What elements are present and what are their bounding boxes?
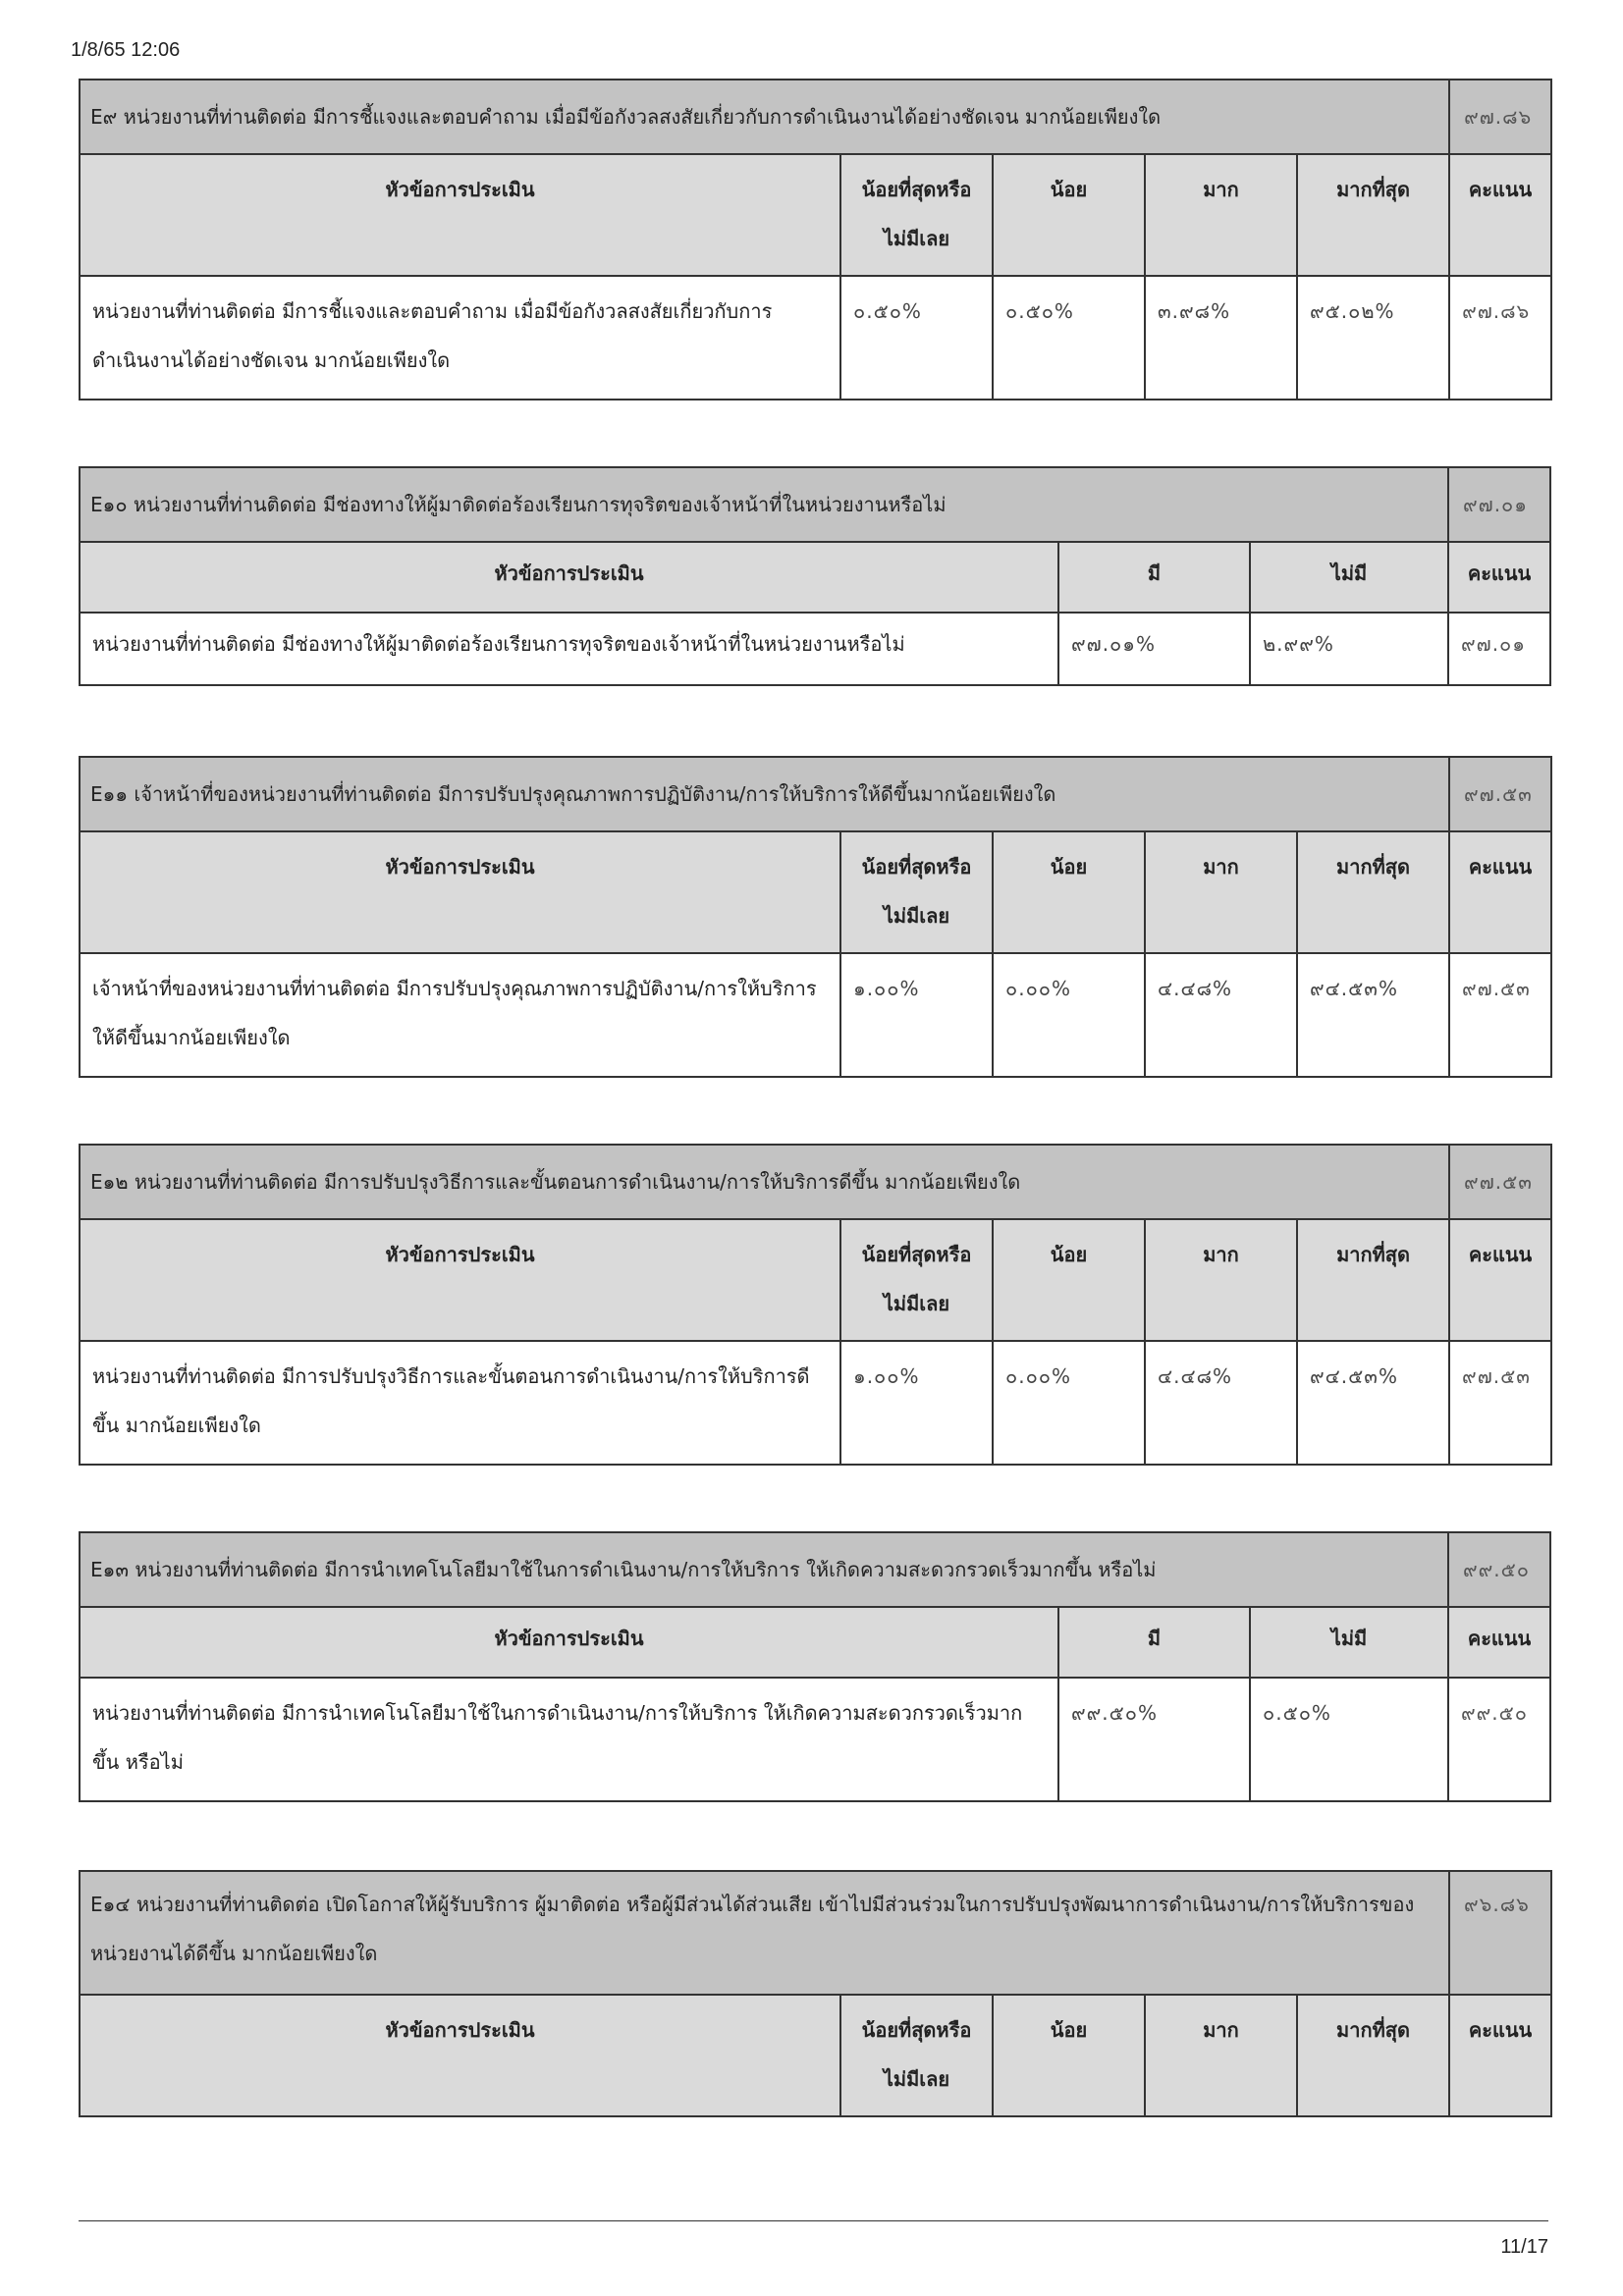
header-option-little: น้อย [993,1219,1145,1341]
evaluation-table-e12 [79,1144,1552,1466]
header-score: คะแนน [1449,1995,1551,2116]
section-title: E๑๐ หน่วยงานที่ท่านติดต่อ มีช่องทางให้ผู้มาติดต่อร้องเรียนการทุจริตของเจ้าหน้าที่ในหน่วยงานหรือไม่ [80,467,1448,542]
section-title-row [80,1145,1551,1219]
row-score: ๙๙.๕๐ [1448,1678,1550,1801]
section-score: ๙๗.๕๓ [1449,1145,1551,1219]
value-much: ๔.๔๘% [1145,1341,1297,1465]
header-option-least: น้อยที่สุดหรือไม่มีเลย [840,831,993,953]
value-much: ๓.๙๘% [1145,276,1297,400]
header-option-much: มาก [1145,1995,1297,2116]
row-score: ๙๗.๕๓ [1449,1341,1551,1465]
header-option-no: ไม่มี [1250,1607,1448,1678]
value-least: ๑.๐๐% [840,1341,993,1465]
section-score: ๙๗.๐๑ [1448,467,1550,542]
header-topic: หัวข้อการประเมิน [80,542,1058,613]
section-score: ๙๙.๕๐ [1448,1532,1550,1607]
column-header-row [80,1219,1551,1341]
section-title-row [80,80,1551,154]
header-option-yes: มี [1058,542,1250,613]
value-yes: ๙๗.๐๑% [1058,613,1250,685]
column-header-row [80,154,1551,276]
column-header-row [80,1607,1550,1678]
section-title: E๙ หน่วยงานที่ท่านติดต่อ มีการชี้แจงและตอบคำถาม เมื่อมีข้อกังวลสงสัยเกี่ยวกับการดำเนินงานได้อย่างชัดเจน มากน้อยเพียงใด [80,80,1449,154]
section-score: ๙๗.๕๓ [1449,757,1551,831]
row-score: ๙๗.๐๑ [1448,613,1550,685]
section-title-row [80,1871,1551,1995]
header-option-yes: มี [1058,1607,1250,1678]
header-topic: หัวข้อการประเมิน [80,831,840,953]
section-title: E๑๓ หน่วยงานที่ท่านติดต่อ มีการนำเทคโนโลยีมาใช้ในการดำเนินงาน/การให้บริการ ให้เกิดความสะดวกรวดเร็วมากขึ้น หรือไม่ [80,1532,1448,1607]
value-most: ๙๔.๕๓% [1297,953,1449,1077]
value-little: ๐.๕๐% [993,276,1145,400]
header-score: คะแนน [1448,542,1550,613]
evaluation-table-e10 [79,466,1551,686]
evaluation-table-e14 [79,1870,1552,2117]
header-topic: หัวข้อการประเมิน [80,1607,1058,1678]
value-no: ๐.๕๐% [1250,1678,1448,1801]
value-least: ๐.๕๐% [840,276,993,400]
header-score: คะแนน [1449,831,1551,953]
evaluation-table-e13 [79,1531,1551,1802]
table-row [80,613,1550,685]
header-option-least: น้อยที่สุดหรือไม่มีเลย [840,154,993,276]
question-text: หน่วยงานที่ท่านติดต่อ มีการนำเทคโนโลยีมาใช้ในการดำเนินงาน/การให้บริการ ให้เกิดความสะดวกรวดเร็วมากขึ้น หรือไม่ [80,1678,1058,1801]
header-option-most: มากที่สุด [1297,831,1449,953]
header-score: คะแนน [1449,154,1551,276]
column-header-row [80,542,1550,613]
header-option-much: มาก [1145,831,1297,953]
column-header-row [80,1995,1551,2116]
header-score: คะแนน [1448,1607,1550,1678]
question-text: หน่วยงานที่ท่านติดต่อ มีการชี้แจงและตอบคำถาม เมื่อมีข้อกังวลสงสัยเกี่ยวกับการดำเนินงานได้อย่างชัดเจน มากน้อยเพียงใด [80,276,840,400]
value-much: ๔.๔๘% [1145,953,1297,1077]
section-title-row [80,1532,1550,1607]
evaluation-table-e11 [79,756,1552,1078]
section-score: ๙๖.๘๖ [1449,1871,1551,1995]
section-title-row [80,757,1551,831]
value-little: ๐.๐๐% [993,953,1145,1077]
section-score: ๙๗.๘๖ [1449,80,1551,154]
header-option-little: น้อย [993,831,1145,953]
header-option-most: มากที่สุด [1297,154,1449,276]
value-yes: ๙๙.๕๐% [1058,1678,1250,1801]
table-row [80,953,1551,1077]
header-option-little: น้อย [993,154,1145,276]
header-topic: หัวข้อการประเมิน [80,1995,840,2116]
question-text: หน่วยงานที่ท่านติดต่อ มีช่องทางให้ผู้มาติดต่อร้องเรียนการทุจริตของเจ้าหน้าที่ในหน่วยงานหรือไม่ [80,613,1058,685]
header-option-much: มาก [1145,154,1297,276]
evaluation-table-e9 [79,79,1552,400]
header-topic: หัวข้อการประเมิน [80,154,840,276]
header-topic: หัวข้อการประเมิน [80,1219,840,1341]
column-header-row [80,831,1551,953]
table-row [80,1341,1551,1465]
footer-divider [79,2220,1548,2221]
header-option-most: มากที่สุด [1297,1995,1449,2116]
header-option-little: น้อย [993,1995,1145,2116]
header-option-no: ไม่มี [1250,542,1448,613]
value-least: ๑.๐๐% [840,953,993,1077]
table-row [80,276,1551,400]
section-title: E๑๑ เจ้าหน้าที่ของหน่วยงานที่ท่านติดต่อ มีการปรับปรุงคุณภาพการปฏิบัติงาน/การให้บริการให้ดีขึ้นมากน้อยเพียงใด [80,757,1449,831]
header-option-most: มากที่สุด [1297,1219,1449,1341]
header-option-much: มาก [1145,1219,1297,1341]
value-most: ๙๔.๕๓% [1297,1341,1449,1465]
print-date: 1/8/65 12:06 [71,39,181,61]
table-row [80,1678,1550,1801]
value-no: ๒.๙๙% [1250,613,1448,685]
section-title: E๑๔ หน่วยงานที่ท่านติดต่อ เปิดโอกาสให้ผู้รับบริการ ผู้มาติดต่อ หรือผู้มีส่วนได้ส่วนเสีย เข้าไปมีส่วนร่วมในการปรับปรุงพัฒนาการดำเนินงาน/การให้บริการของหน่วยงานได้ดีขึ้น มากน้อยเพียงใด [80,1871,1449,1995]
header-score: คะแนน [1449,1219,1551,1341]
question-text: เจ้าหน้าที่ของหน่วยงานที่ท่านติดต่อ มีการปรับปรุงคุณภาพการปฏิบัติงาน/การให้บริการให้ดีขึ้นมากน้อยเพียงใด [80,953,840,1077]
header-option-least: น้อยที่สุดหรือไม่มีเลย [840,1995,993,2116]
value-little: ๐.๐๐% [993,1341,1145,1465]
page-number: 11/17 [1500,2236,1548,2258]
row-score: ๙๗.๕๓ [1449,953,1551,1077]
header-option-least: น้อยที่สุดหรือไม่มีเลย [840,1219,993,1341]
row-score: ๙๗.๘๖ [1449,276,1551,400]
question-text: หน่วยงานที่ท่านติดต่อ มีการปรับปรุงวิธีการและขั้นตอนการดำเนินงาน/การให้บริการดีขึ้น มากน้อยเพียงใด [80,1341,840,1465]
section-title-row [80,467,1550,542]
value-most: ๙๕.๐๒% [1297,276,1449,400]
section-title: E๑๒ หน่วยงานที่ท่านติดต่อ มีการปรับปรุงวิธีการและขั้นตอนการดำเนินงาน/การให้บริการดีขึ้น มากน้อยเพียงใด [80,1145,1449,1219]
